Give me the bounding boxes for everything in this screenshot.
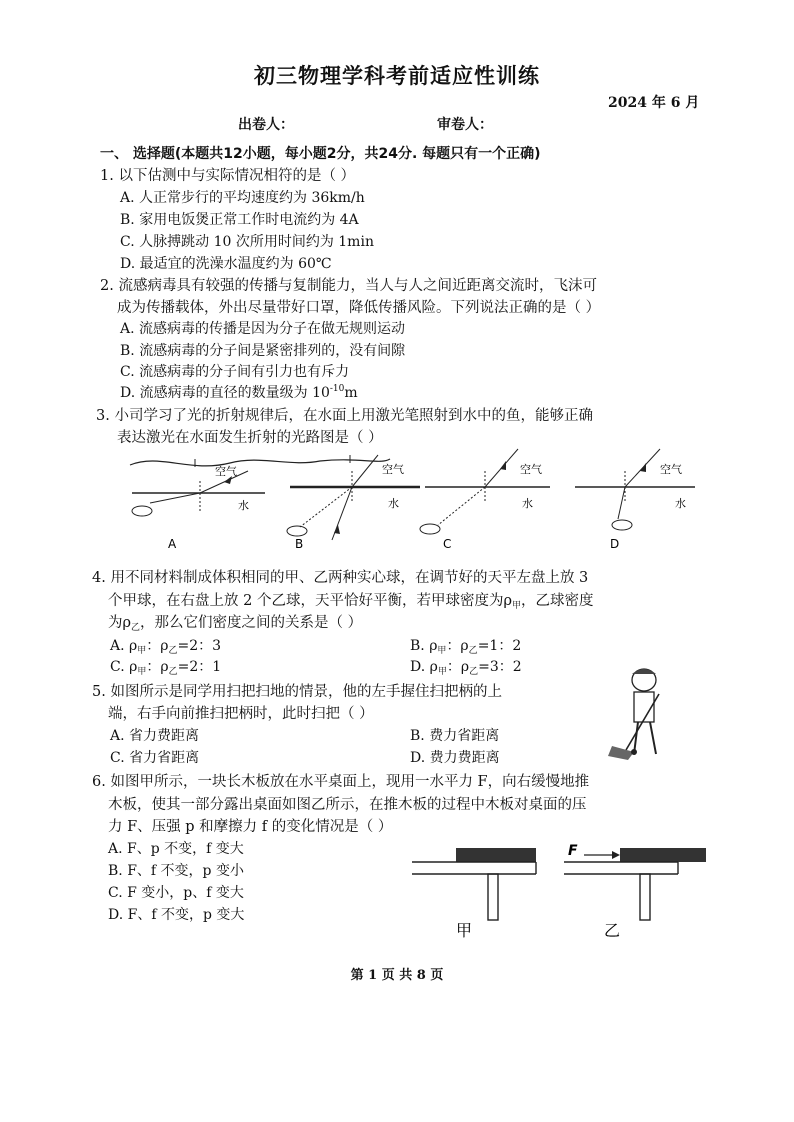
author-label: 出卷人： <box>238 117 294 133</box>
q5-option-a: A. 省力费距离 <box>110 728 200 744</box>
diagram-a <box>130 455 390 551</box>
question-5-stem-line2: 端，右手向前推扫把柄时，此时扫把（ ） <box>108 706 374 722</box>
question-3-stem-line1: 3. 小司学习了光的折射规律后，在水面上用激光笔照射到水中的鱼，能够正确 <box>96 408 593 424</box>
q2-option-c: C. 流感病毒的分子间有引力也有斥力 <box>120 364 350 380</box>
q1-option-d: D. 最适宜的洗澡水温度约为 60℃ <box>120 256 332 272</box>
q4-option-d: D. $\rho_甲$：$\rho_乙=3$：2 <box>410 659 522 677</box>
q4-option-b: B. $\rho_甲$：$\rho_乙=1$：2 <box>410 638 522 656</box>
q4-option-c: C. $\rho_甲$：$\rho_乙=2$：1 <box>110 659 222 677</box>
diagram-b-air-label: 空气 <box>382 463 404 476</box>
diagram-b <box>287 455 420 551</box>
question-4-stem-line2: 个甲球，在右盘上放 2 个乙球，天平恰好平衡，若甲球密度为$\rho_甲$，乙球密度 <box>108 593 594 611</box>
q5-option-c: C. 省力省距离 <box>110 750 200 766</box>
diagram-b-water-label: 水 <box>388 497 399 510</box>
question-1-stem: 1. 以下估测中与实际情况相符的是（ ） <box>100 168 356 184</box>
question-6-stem-line1: 6. 如图甲所示，一块长木板放在水平桌面上，现用一水平力 F，向右缓慢地推 <box>92 774 590 790</box>
question-6-stem-line2: 木板，使其一部分露出桌面如图乙所示，在推木板的过程中木板对桌面的压 <box>108 797 587 813</box>
diagram-yi-label: 乙 <box>604 921 621 940</box>
question-2-stem-line1: 2. 流感病毒具有较强的传播与复制能力，当人与人之间近距离交流时，飞沫可 <box>100 278 597 294</box>
exam-date: 2024 年 6 月 <box>608 95 700 111</box>
diagram-a-label: A <box>168 537 177 551</box>
question-4-stem-line1: 4. 用不同材料制成体积相同的甲、乙两种实心球，在调节好的天平左盘上放 3 <box>92 570 589 586</box>
diagram-d <box>575 449 695 551</box>
diagram-d-label: D <box>610 537 620 551</box>
q6-option-b: B. F、f 不变，p 变小 <box>108 863 244 879</box>
page-footer: 第 1 页 共 8 页 <box>350 968 444 983</box>
reviewer-label: 审卷人： <box>437 117 493 133</box>
diagram-c <box>420 449 550 551</box>
fish-icon <box>132 506 152 516</box>
section-heading: 一、 选择题(本题共12小题，每小题2分，共24分. 每题只有一个正确) <box>100 146 541 162</box>
q6-option-a: A. F、p 不变，f 变大 <box>108 841 244 857</box>
q1-option-a: A. 人正常步行的平均速度约为 36km/h <box>120 190 365 206</box>
diagram-d-air-label: 空气 <box>660 463 682 476</box>
diagram-d-water-label: 水 <box>675 497 686 510</box>
question-5-stem-line1: 5. 如图所示是同学用扫把扫地的情景，他的左手握住扫把柄的上 <box>92 684 502 700</box>
diagram-jia-label: 甲 <box>456 921 473 940</box>
diagram-b-label: B <box>295 537 304 551</box>
q4-option-a: A. $\rho_甲$：$\rho_乙=2$：3 <box>110 638 222 656</box>
diagram-yi <box>564 843 706 940</box>
q5-option-b: B. 费力省距离 <box>410 728 500 744</box>
force-arrow-icon <box>612 851 620 859</box>
force-label: F <box>568 843 578 859</box>
q1-option-c: C. 人脉搏跳动 10 次所用时间约为 1min <box>120 234 374 250</box>
diagram-c-water-label: 水 <box>522 497 533 510</box>
q2-option-a: A. 流感病毒的传播是因为分子在做无规则运动 <box>120 321 406 337</box>
diagram-a-water-label: 水 <box>238 499 249 512</box>
diagram-a-air-label: 空气 <box>215 465 237 478</box>
page-title: 初三物理学科考前适应性训练 <box>254 64 540 88</box>
diagram-jia <box>412 848 536 940</box>
fish-icon <box>612 520 632 530</box>
refraction-diagrams <box>120 445 700 555</box>
fish-icon <box>287 526 307 536</box>
question-4-stem-line3: 为$\rho_乙$，那么它们密度之间的关系是（ ） <box>108 615 363 633</box>
board-table-diagrams <box>408 836 708 940</box>
q6-option-d: D. F、f 不变，p 变大 <box>108 907 245 923</box>
question-6-stem-line3: 力 F、压强 p 和摩擦力 f 的变化情况是（ ） <box>108 819 393 835</box>
fish-icon <box>420 524 440 534</box>
q1-option-b: B. 家用电饭煲正常工作时电流约为 4A <box>120 212 359 228</box>
q6-option-c: C. F 变小，p、f 变大 <box>108 885 244 901</box>
sweeping-student-illustration <box>604 664 688 764</box>
q5-option-d: D. 费力费距离 <box>410 750 500 766</box>
question-3-stem-line2: 表达激光在水面发生折射的光路图是（ ） <box>117 430 383 446</box>
q2-option-d: D. 流感病毒的直径的数量级为 $10^{-10}m$ <box>120 384 358 401</box>
question-2-stem-line2: 成为传播载体，外出尽量带好口罩，降低传播风险。下列说法正确的是（ ） <box>117 300 601 316</box>
q2-option-b: B. 流感病毒的分子间是紧密排列的，没有间隙 <box>120 343 406 359</box>
diagram-c-label: C <box>443 537 452 551</box>
diagram-c-air-label: 空气 <box>520 463 542 476</box>
